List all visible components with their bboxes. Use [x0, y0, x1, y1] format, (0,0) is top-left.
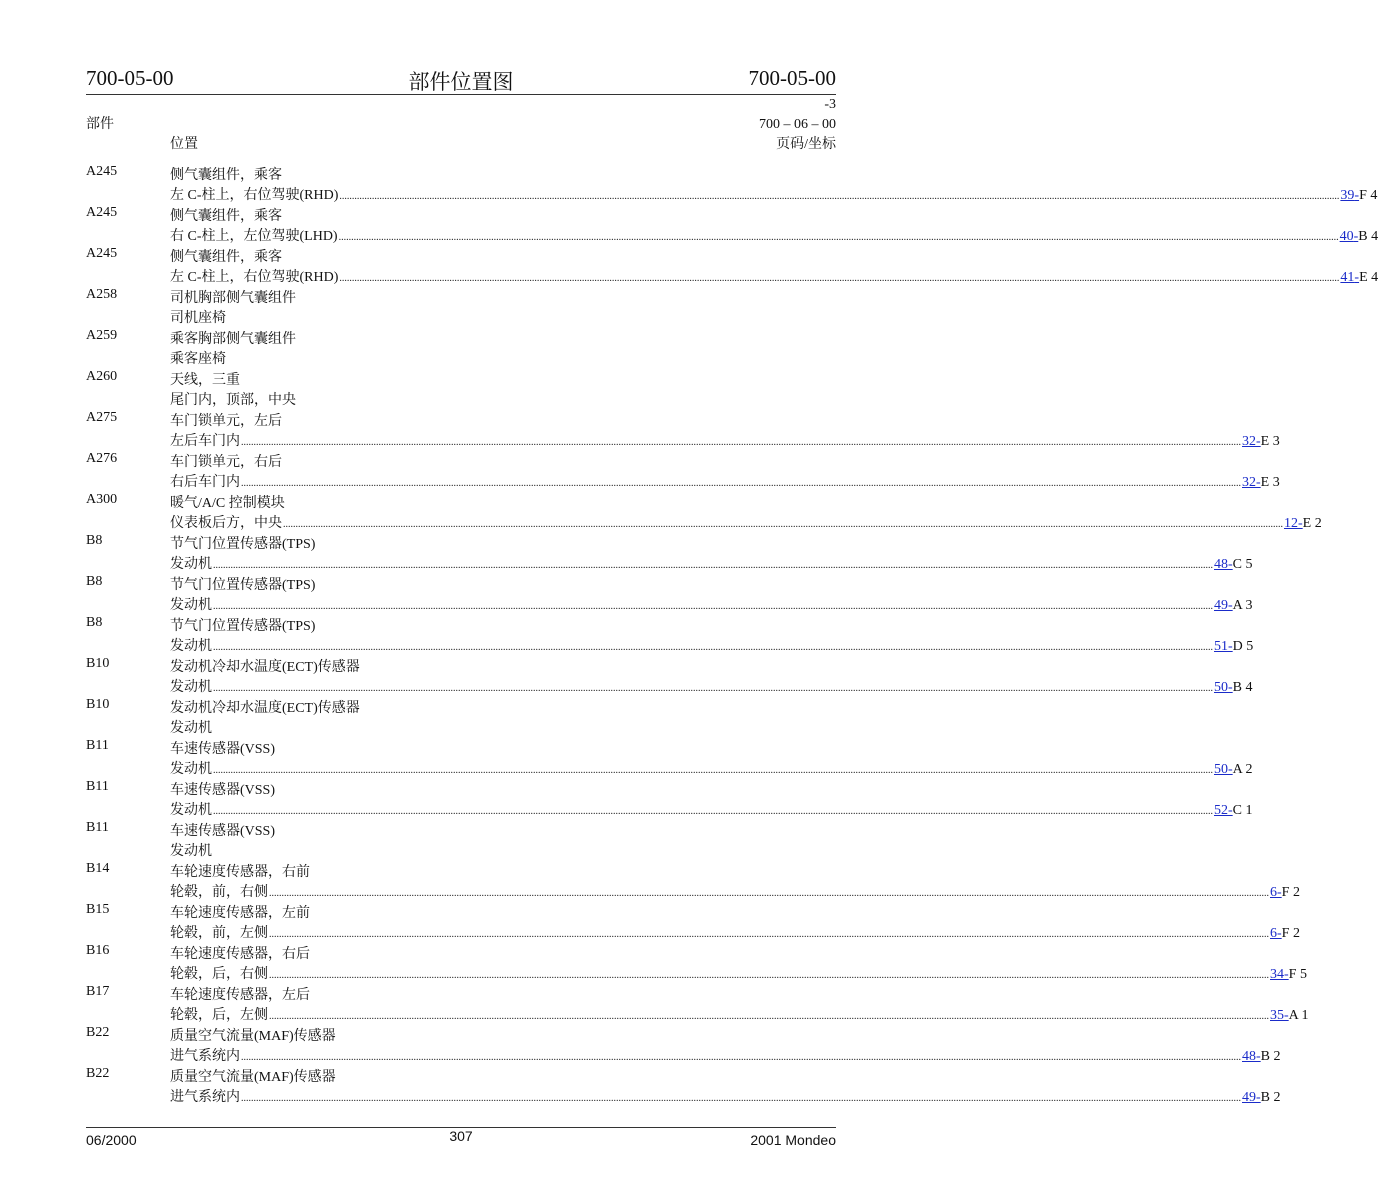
component-location: 发动机	[170, 598, 212, 613]
component-name: 侧气囊组件，乘客	[170, 250, 282, 265]
dot-leader: ................................................................................................................................................................................................................................................................................................................................................................................................................	[269, 970, 1269, 981]
dot-leader: ................................................................................................................................................................................................................................................................................................................................................................................................................	[213, 765, 1213, 776]
page-link-number: 41	[1340, 270, 1355, 285]
component-location: 发动机	[170, 803, 212, 818]
component-name: 车轮速度传感器，右后	[170, 947, 310, 962]
component-name: 质量空气流量(MAF)传感器	[170, 1070, 336, 1085]
dot-leader: ................................................................................................................................................................................................................................................................................................................................................................................................................	[283, 519, 1283, 530]
component-location: 左后车门内	[170, 434, 240, 449]
component-code: B14	[86, 861, 110, 876]
component-name: 发动机冷却水温度(ECT)传感器	[170, 660, 360, 675]
component-name: 车速传感器(VSS)	[170, 742, 276, 757]
column-head-component: 部件	[86, 117, 114, 132]
page-link[interactable]: 51-	[1214, 639, 1233, 654]
page-link-number: 35	[1270, 1008, 1284, 1023]
component-code: A300	[86, 492, 118, 507]
grid-coordinate: F 4	[1359, 188, 1378, 203]
component-code: A245	[86, 246, 118, 261]
grid-coordinate: D 5	[1232, 639, 1254, 654]
page-footer	[86, 1127, 836, 1152]
component-location: 尾门内，顶部，中央	[170, 393, 296, 408]
component-name: 车门锁单元，右后	[170, 455, 282, 470]
component-code: B22	[86, 1025, 110, 1040]
component-location-line	[170, 881, 1300, 901]
component-name: 天线，三重	[170, 373, 240, 388]
component-location: 右 C-柱上，左位驾驶(LHD)	[170, 229, 338, 244]
component-name: 节气门位置传感器(TPS)	[170, 578, 316, 593]
grid-coordinate: B 2	[1260, 1049, 1281, 1064]
component-code: B10	[86, 656, 110, 671]
header-section-right: 700-05-00	[748, 66, 836, 90]
component-location-line	[170, 512, 1322, 532]
page-link[interactable]: 6-	[1270, 885, 1282, 900]
grid-coordinate: E 4	[1359, 270, 1378, 285]
component-name: 车轮速度传感器，右前	[170, 865, 310, 880]
page-reference	[1214, 762, 1253, 778]
component-code: B15	[86, 902, 110, 917]
component-location: 左 C-柱上，右位驾驶(RHD)	[170, 270, 339, 285]
page-link-number: 48	[1214, 557, 1228, 572]
column-head-page-coord: 页码/坐标	[776, 137, 836, 152]
component-name: 发动机冷却水温度(ECT)传感器	[170, 701, 360, 716]
component-location-line	[170, 1045, 1281, 1065]
component-code: A259	[86, 328, 118, 343]
list-item	[86, 778, 1253, 819]
dot-leader: ................................................................................................................................................................................................................................................................................................................................................................................................................	[338, 232, 1339, 243]
list-item	[86, 204, 1378, 245]
component-location-line	[170, 389, 836, 409]
grid-coordinate: B 2	[1260, 1090, 1281, 1105]
component-location-line	[170, 184, 1378, 204]
page-reference	[1214, 639, 1253, 655]
component-code: A245	[86, 205, 118, 220]
dot-leader: ................................................................................................................................................................................................................................................................................................................................................................................................................	[213, 601, 1213, 612]
component-location-line	[170, 348, 836, 368]
component-location-line	[170, 717, 836, 737]
component-code: A258	[86, 287, 118, 302]
list-item	[86, 286, 836, 327]
component-location-line	[170, 266, 1378, 286]
component-location-line	[170, 799, 1253, 819]
component-name: 节气门位置传感器(TPS)	[170, 537, 316, 552]
page-link-number: 12	[1284, 516, 1298, 531]
component-location: 左 C-柱上，右位驾驶(RHD)	[170, 188, 339, 203]
component-code: B8	[86, 574, 103, 589]
page-link[interactable]: 6-	[1270, 926, 1282, 941]
list-item	[86, 450, 1280, 491]
component-name: 车轮速度传感器，左后	[170, 988, 310, 1003]
component-name: 车门锁单元，左后	[170, 414, 282, 429]
component-code: B8	[86, 533, 103, 548]
grid-coordinate: A 3	[1232, 598, 1253, 613]
list-item	[86, 860, 1300, 901]
page-link[interactable]: 50-	[1214, 762, 1233, 777]
component-name: 质量空气流量(MAF)传感器	[170, 1029, 336, 1044]
component-code: A276	[86, 451, 118, 466]
page-reference	[1270, 1008, 1309, 1024]
grid-coordinate: A 2	[1232, 762, 1253, 777]
page-link-number: 50	[1214, 762, 1228, 777]
page-link[interactable]: 48-	[1242, 1049, 1261, 1064]
list-item	[86, 614, 1254, 655]
page-reference	[1214, 680, 1253, 696]
component-location: 发动机	[170, 557, 212, 572]
page-reference	[1214, 598, 1253, 614]
component-code: B11	[86, 820, 109, 835]
grid-coordinate: B 4	[1358, 229, 1378, 244]
component-location-line	[170, 594, 1253, 614]
page-reference	[1242, 1090, 1281, 1106]
list-item	[86, 573, 1253, 614]
component-name: 车速传感器(VSS)	[170, 783, 276, 798]
grid-coordinate: A 1	[1288, 1008, 1309, 1023]
page-reference	[1214, 803, 1253, 819]
component-name: 司机胸部侧气囊组件	[170, 291, 296, 306]
grid-coordinate: E 3	[1260, 434, 1280, 449]
component-location: 发动机	[170, 844, 212, 859]
page-link-number: 52	[1214, 803, 1228, 818]
component-location-line	[170, 430, 1280, 450]
page-reference	[1340, 270, 1378, 286]
page-link[interactable]: 35-	[1270, 1008, 1289, 1023]
list-item	[86, 245, 1378, 286]
ref-range: 700 – 06 – 00	[759, 117, 836, 132]
component-code: B22	[86, 1066, 110, 1081]
list-item	[86, 942, 1307, 983]
page-link[interactable]: 49-	[1214, 598, 1233, 613]
component-location: 右后车门内	[170, 475, 240, 490]
list-item	[86, 368, 836, 409]
ref-suffix: -3	[824, 97, 836, 112]
component-name: 乘客胸部侧气囊组件	[170, 332, 296, 347]
component-location: 发动机	[170, 680, 212, 695]
page-link[interactable]: 12-	[1284, 516, 1303, 531]
page-link-number: 32	[1242, 475, 1256, 490]
list-item	[86, 163, 1378, 204]
list-item	[86, 983, 1309, 1024]
page-link[interactable]: 52-	[1214, 803, 1233, 818]
component-code: B11	[86, 779, 109, 794]
component-location-line	[170, 307, 836, 327]
page-link[interactable]: 39-	[1340, 188, 1360, 203]
page-header	[86, 64, 836, 95]
page-link[interactable]: 34-	[1270, 967, 1289, 982]
dot-leader: ................................................................................................................................................................................................................................................................................................................................................................................................................	[269, 929, 1269, 940]
page-link[interactable]: 32-	[1242, 434, 1261, 449]
page-reference	[1284, 516, 1322, 532]
component-name: 车轮速度传感器，左前	[170, 906, 310, 921]
list-item	[86, 655, 1253, 696]
component-code: B10	[86, 697, 110, 712]
grid-coordinate: B 4	[1232, 680, 1253, 695]
page-reference	[1242, 475, 1280, 491]
list-item	[86, 327, 836, 368]
component-code: A275	[86, 410, 118, 425]
component-code: A245	[86, 164, 118, 179]
component-list	[86, 163, 1378, 1106]
page-link-number: 34	[1270, 967, 1284, 982]
dot-leader: ................................................................................................................................................................................................................................................................................................................................................................................................................	[213, 806, 1213, 817]
dot-leader: ................................................................................................................................................................................................................................................................................................................................................................................................................	[213, 683, 1213, 694]
component-location-line	[170, 676, 1253, 696]
page-reference	[1270, 926, 1300, 942]
list-item	[86, 491, 1322, 532]
list-item	[86, 1065, 1281, 1106]
component-location: 发动机	[170, 762, 212, 777]
component-location-line	[170, 471, 1280, 491]
footer-date: 06/2000	[86, 1132, 137, 1148]
component-location: 轮毂，后，左侧	[170, 1008, 268, 1023]
component-code: A260	[86, 369, 118, 384]
list-item	[86, 901, 1300, 942]
component-location: 司机座椅	[170, 311, 226, 326]
footer-model: 2001 Mondeo	[750, 1132, 836, 1148]
component-location-line	[170, 553, 1253, 573]
page-link-number: 49	[1214, 598, 1228, 613]
page-link-number: 39	[1340, 188, 1355, 203]
component-location-line	[170, 1004, 1309, 1024]
page-link[interactable]: 32-	[1242, 475, 1261, 490]
dot-leader: ................................................................................................................................................................................................................................................................................................................................................................................................................	[213, 642, 1213, 653]
dot-leader: ................................................................................................................................................................................................................................................................................................................................................................................................................	[241, 478, 1241, 489]
list-item	[86, 409, 1280, 450]
page-reference	[1242, 1049, 1281, 1065]
page-link-number: 6	[1270, 885, 1277, 900]
page-link[interactable]: 48-	[1214, 557, 1233, 572]
page-link-number: 6	[1270, 926, 1277, 941]
page-link[interactable]: 50-	[1214, 680, 1233, 695]
component-location: 轮毂，前，左侧	[170, 926, 268, 941]
page-link[interactable]: 40-	[1339, 229, 1359, 244]
page-reference	[1340, 229, 1378, 245]
grid-coordinate: F 5	[1288, 967, 1307, 982]
list-item	[86, 819, 836, 860]
list-item	[86, 696, 836, 737]
component-name: 车速传感器(VSS)	[170, 824, 276, 839]
list-item	[86, 1024, 1281, 1065]
page-reference	[1242, 434, 1280, 450]
dot-leader: ................................................................................................................................................................................................................................................................................................................................................................................................................	[241, 437, 1241, 448]
header-title: 部件位置图	[408, 70, 514, 94]
page-link-number: 32	[1242, 434, 1256, 449]
component-location: 乘客座椅	[170, 352, 226, 367]
grid-coordinate: C 5	[1232, 557, 1253, 572]
dot-leader: ................................................................................................................................................................................................................................................................................................................................................................................................................	[241, 1093, 1241, 1104]
component-location: 仪表板后方，中央	[170, 516, 282, 531]
page-reference	[1270, 967, 1307, 983]
grid-coordinate: E 2	[1302, 516, 1322, 531]
component-location: 轮毂，前，右侧	[170, 885, 268, 900]
header-section-left: 700-05-00	[86, 66, 174, 90]
component-location-line	[170, 963, 1307, 983]
column-head-location: 位置	[170, 137, 198, 152]
component-location-line	[170, 225, 1378, 245]
component-name: 节气门位置传感器(TPS)	[170, 619, 316, 634]
page-link[interactable]: 49-	[1242, 1090, 1261, 1105]
dot-leader: ................................................................................................................................................................................................................................................................................................................................................................................................................	[241, 1052, 1241, 1063]
dot-leader: ................................................................................................................................................................................................................................................................................................................................................................................................................	[269, 1011, 1269, 1022]
grid-coordinate: C 1	[1232, 803, 1253, 818]
component-name: 暖气/A/C 控制模块	[170, 496, 285, 511]
list-item	[86, 737, 1253, 778]
page-reference	[1340, 188, 1377, 204]
component-location: 进气系统内	[170, 1090, 240, 1105]
component-code: B11	[86, 738, 109, 753]
page-number: 307	[449, 1128, 473, 1144]
component-code: B17	[86, 984, 110, 999]
component-name: 侧气囊组件，乘客	[170, 168, 282, 183]
grid-coordinate: E 3	[1260, 475, 1280, 490]
dot-leader: ................................................................................................................................................................................................................................................................................................................................................................................................................	[213, 560, 1213, 571]
component-location: 发动机	[170, 639, 212, 654]
grid-coordinate: F 2	[1281, 885, 1300, 900]
component-location-line	[170, 840, 836, 860]
component-name: 侧气囊组件，乘客	[170, 209, 282, 224]
page-link-number: 50	[1214, 680, 1228, 695]
dot-leader: ................................................................................................................................................................................................................................................................................................................................................................................................................	[339, 273, 1340, 284]
component-location-line	[170, 1086, 1281, 1106]
grid-coordinate: F 2	[1281, 926, 1300, 941]
component-location: 发动机	[170, 721, 212, 736]
page-link-number: 48	[1242, 1049, 1256, 1064]
page-reference	[1270, 885, 1300, 901]
page-link-number: 40	[1339, 229, 1354, 244]
component-code: B16	[86, 943, 110, 958]
dot-leader: ................................................................................................................................................................................................................................................................................................................................................................................................................	[339, 191, 1340, 202]
page-link-number: 51	[1214, 639, 1228, 654]
page-reference	[1214, 557, 1253, 573]
component-location: 轮毂，后，右侧	[170, 967, 268, 982]
page-link-number: 49	[1242, 1090, 1256, 1105]
component-code: B8	[86, 615, 103, 630]
component-location: 进气系统内	[170, 1049, 240, 1064]
component-location-line	[170, 922, 1300, 942]
page-link[interactable]: 41-	[1340, 270, 1360, 285]
component-location-line	[170, 635, 1254, 655]
dot-leader: ................................................................................................................................................................................................................................................................................................................................................................................................................	[269, 888, 1269, 899]
list-item	[86, 532, 1253, 573]
component-location-line	[170, 758, 1253, 778]
